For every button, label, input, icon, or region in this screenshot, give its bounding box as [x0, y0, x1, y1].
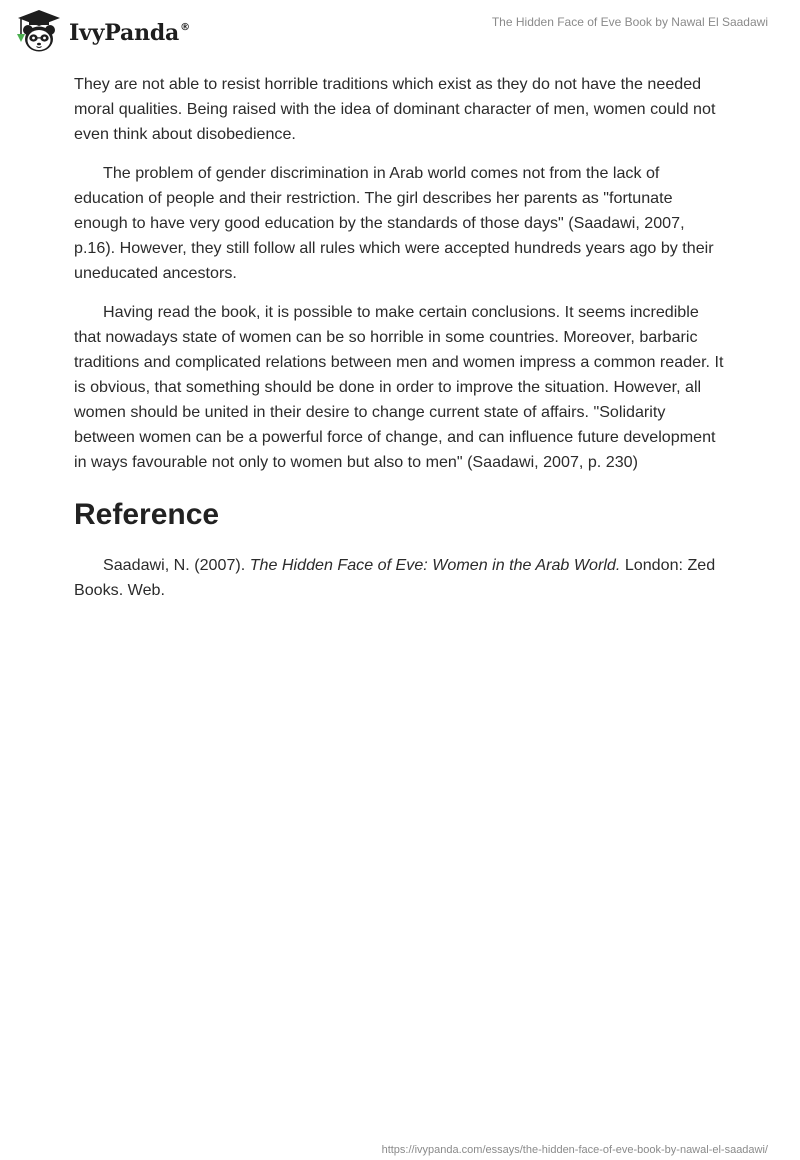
essay-content: [74, 72, 726, 603]
reference-publisher: London: Zed Books. Web.: [74, 556, 716, 599]
body-paragraph: They are not able to resist horrible traditions which exist as they do not have the needed moral qualities. Being raised with the idea of dominant character of men, women could not even think about disobedience.: [74, 75, 716, 143]
reference-title: The Hidden Face of Eve: Women in the Arab World.: [249, 556, 621, 574]
source-url[interactable]: https://ivypanda.com/essays/the-hidden-face-of-eve-book-by-nawal-el-saadawi/: [381, 1144, 768, 1156]
brand-name: [69, 20, 190, 46]
page-header: [0, 0, 800, 62]
ivypanda-logo[interactable]: [15, 8, 190, 54]
reference-author-year: Saadawi, N. (2007).: [103, 556, 250, 574]
registered-mark: ®: [180, 21, 190, 33]
document-title: The Hidden Face of Eve Book by Nawal El Saadawi: [491, 15, 768, 29]
reference-entry: [74, 553, 726, 603]
body-paragraph: Having read the book, it is possible to make certain conclusions. It seems incredible that nowadays state of women can be so horrible in some countries. Moreover, barbaric traditions and complicated relations between men and women impress a common reader. It is obvious, that something should be done in order to improve the situation. However, all women should be united in their desire to change current state of affairs. "Solidarity between women can be a powerful force of change, and can influence future development in ways favourable not only to women but also to men" (Saadawi, 2007, p. 230): [74, 303, 724, 471]
body-paragraph: The problem of gender discrimination in Arab world comes not from the lack of education of people and their restriction. The girl describes her parents as "fortunate enough to have very good education by the standards of those days" (Saadawi, 2007, p.16). However, they still follow all rules which were accepted hundreds years ago by their uneducated ancestors.: [74, 164, 714, 282]
brand-wordmark: IvyPanda: [69, 20, 180, 46]
reference-heading: Reference: [74, 498, 220, 531]
panda-graduate-icon: [15, 8, 63, 54]
